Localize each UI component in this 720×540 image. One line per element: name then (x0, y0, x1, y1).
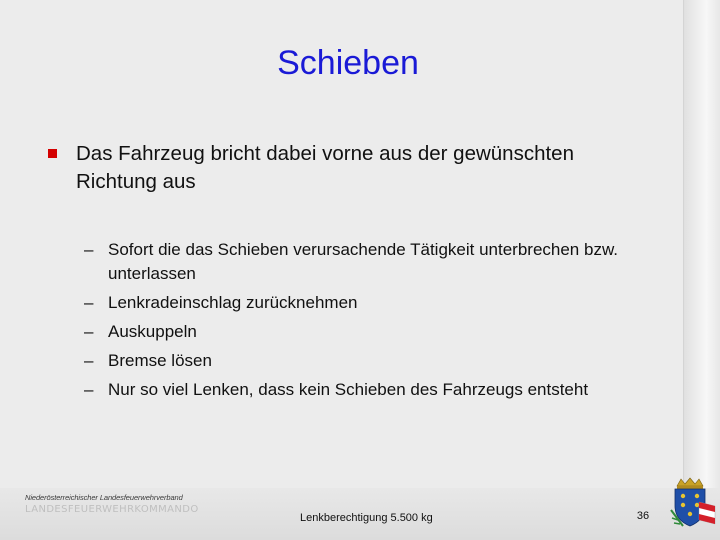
dash-bullet: – (84, 380, 94, 399)
sub-bullet-text: Bremse lösen (108, 350, 212, 370)
sub-bullet-item (84, 346, 644, 375)
footer-course-title: Lenkberechtigung 5.500 kg (300, 512, 433, 524)
dash-bullet: – (84, 240, 94, 259)
coat-of-arms-icon (663, 476, 717, 532)
sub-bullet-item (84, 288, 644, 317)
organization-command: LANDESFEUERWEHRKOMMANDO (25, 504, 199, 515)
page-number: 36 (636, 510, 650, 522)
organization-logo (25, 493, 225, 517)
dash-bullet: – (84, 351, 94, 370)
sub-bullet-text: Sofort die das Schieben verursachende Tätigkeit unterbrechen bzw. unterlassen (108, 239, 618, 283)
dash-bullet: – (84, 322, 94, 341)
dash-bullet: – (84, 293, 94, 312)
sub-bullet-item (84, 375, 644, 404)
sub-bullet-text: Nur so viel Lenken, dass kein Schieben des Fahrzeugs entsteht (108, 379, 589, 399)
sub-bullet-text: Lenkradeinschlag zurücknehmen (108, 292, 358, 312)
sub-bullet-item (84, 317, 644, 346)
sub-bullet-item (84, 235, 644, 288)
organization-name: Niederösterreichischer Landesfeuerwehrverband (25, 493, 183, 502)
sub-bullet-text: Auskuppeln (108, 321, 197, 341)
square-bullet-icon (48, 149, 57, 158)
slide-title: Schieben (277, 44, 419, 82)
main-bullet-text: Das Fahrzeug bricht dabei vorne aus der gewünschten Richtung aus (76, 142, 574, 193)
sub-bullet-list (84, 235, 644, 404)
